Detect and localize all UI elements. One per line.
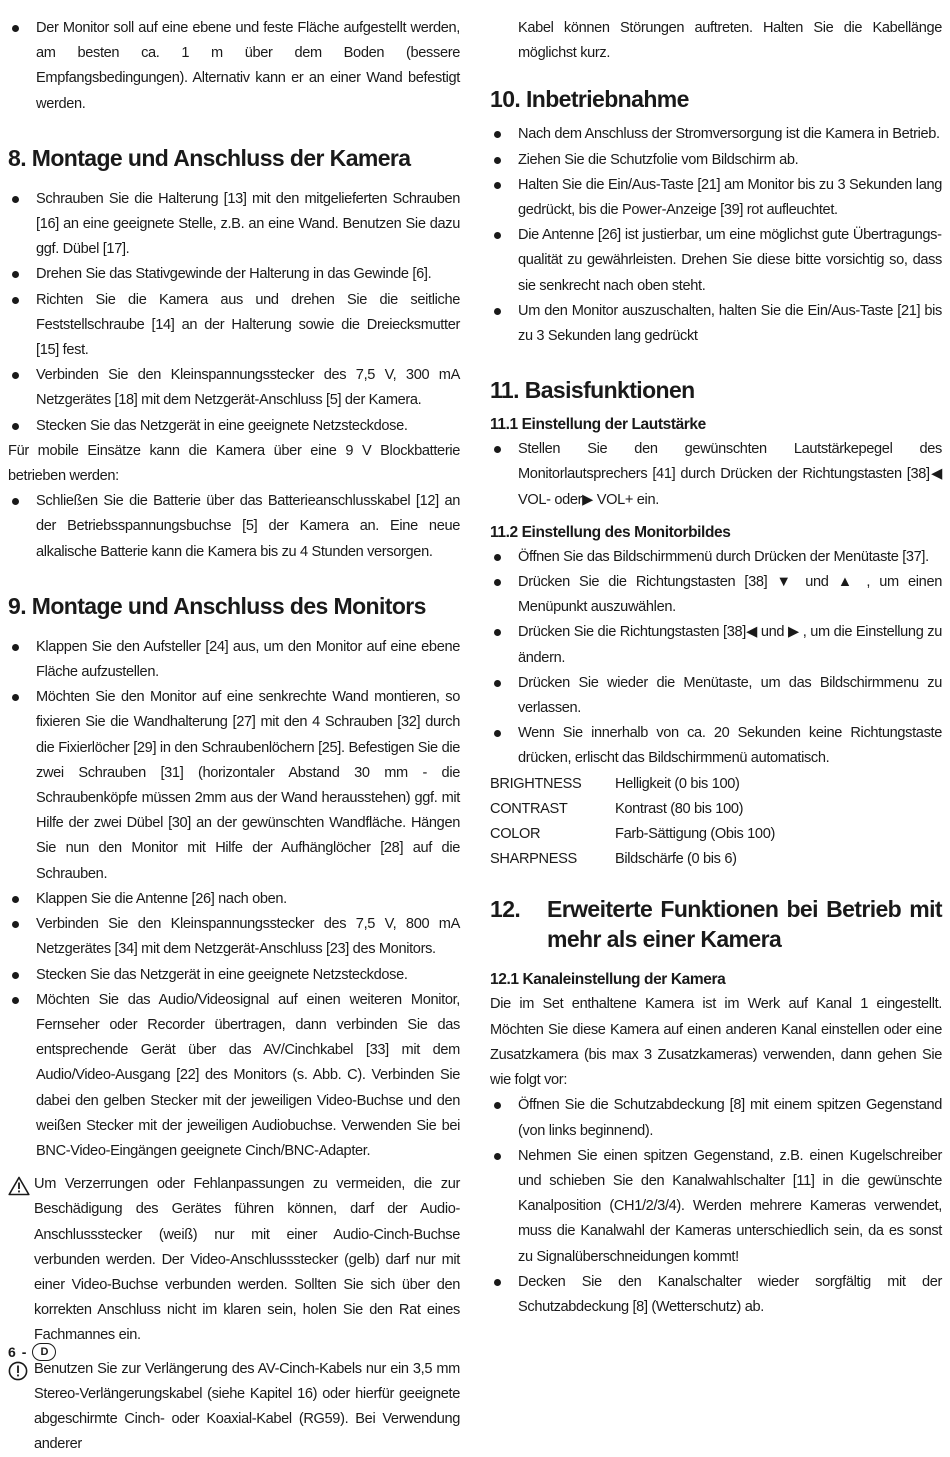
list-item: Schließen Sie die Batterie über das Batterieanschlusskabel [12] an der Betriebsspannungsbuchse [5] der Kamera an. Eine neue alkalische Batterie kann die Kamera bis zu 4 Stunden versorgen. [8, 489, 460, 565]
intro-list [8, 16, 460, 117]
list-item: Halten Sie die Ein/Aus-Taste [21] am Monitor bis zu 3 Sekunden lang gedrückt, bis die Power-Anzeige [39] rot aufleuchtet. [490, 173, 942, 223]
section-12-title: Erweiterte Funktionen bei Betrieb mit mehr als einer Kamera [547, 896, 942, 953]
list-item: Wenn Sie innerhalb von ca. 20 Sekunden keine Richtungstaste drücken, erlischt das Bildschirmmenü automatisch. [490, 721, 942, 771]
subsection-11-1-list [490, 437, 942, 513]
list-item: Stecken Sie das Netzgerät in eine geeignete Netzsteckdose. [8, 414, 460, 439]
left-column [8, 16, 460, 1457]
battery-paragraph: Für mobile Einsätze kann die Kamera über eine 9 V Blockbatterie betrieben werden: [8, 442, 460, 485]
list-item: Klappen Sie die Antenne [26] nach oben. [8, 887, 460, 912]
list-item: Der Monitor soll auf eine ebene und feste Fläche aufgestellt werden, am besten ca. 1 m über dem Boden (bessere Empfangsbedingungen). Alternativ kann er an einer Wand befestigt werden. [8, 16, 460, 117]
list-item: Drücken Sie die Richtungstasten [38] ▼ und ▲ , um einen Menüpunkt auszuwählen. [490, 570, 942, 620]
settings-table [490, 772, 942, 873]
language-badge: D [32, 1343, 56, 1361]
subsection-11-2-heading: 11.2 Einstellung des Monitorbildes [490, 523, 731, 541]
section-8-list [8, 187, 460, 439]
settings-row [490, 797, 942, 822]
exclamation-circle-icon [8, 1361, 30, 1381]
settings-key: SHARPNESS [490, 851, 577, 868]
settings-value: Kontrast (80 bis 100) [615, 800, 744, 817]
subsection-11-1-heading: 11.1 Einstellung der Lautstärke [490, 416, 706, 434]
list-item: Möchten Sie das Audio/Videosignal auf einen weiteren Monitor, Fernseher oder Recorder übertragen, dann verbinden Sie das entsprechende Gerät über das AV/Cinchkabel [33] mit dem Audio/Video-Ausgang [22] des Monitors (s. Abb. C). Verbinden Sie dabei den gelben Stecker mit der jeweiligen Video-Buchse und den weißen Stecker mit der jeweiligen Audiobuchse. Verwenden Sie bei BNC-Video-Eingängen geeignete Cinch/BNC-Adapter. [8, 988, 460, 1164]
section-9-list [8, 635, 460, 1164]
subsection-12-1-list [490, 1093, 942, 1320]
settings-key: BRIGHTNESS [490, 775, 582, 792]
section-11-heading: 11. Basisfunktionen [490, 377, 695, 404]
right-column [490, 16, 942, 1320]
notice-block [8, 1357, 460, 1457]
list-item: Öffnen Sie die Schutzabdeckung [8] mit einem spitzen Gegenstand (von links beginnend). [490, 1093, 942, 1143]
warning-text: Um Verzerrungen oder Fehlanpassungen zu vermeiden, die zur Beschädigung des Gerätes führen können, darf der Audio-Anschlussstecker (weiß) nur mit einer Audio-Cinch-Buchse verbunden werden. Der Video-Anschlussstecker (gelb) darf nur mit einer Video-Buchse verbunden werden. Sollten Sie sich über den korrekten Anschluss nicht im klaren sein, holen Sie den Rat eines Fachmannes ein. [34, 1176, 460, 1344]
settings-key: COLOR [490, 826, 541, 843]
list-item: Verbinden Sie den Kleinspannungsstecker des 7,5 V, 800 mA Netzgerätes [34] mit dem Netzgerät-Anschluss [23] des Monitors. [8, 912, 460, 962]
warning-triangle-icon [8, 1176, 30, 1196]
list-item: Nehmen Sie einen spitzen Gegenstand, z.B. einen Kugelschreiber und schieben Sie den Kanalwahlschalter [11] in die gewünschte Kanalposition (CH1/2/3/4). Werden mehrere Kameras verwendet, muss die Kanalwahl der Kameras unterschiedlich sein, da es sonst zu Signalüberschneidungen kommt! [490, 1144, 942, 1270]
settings-key: CONTRAST [490, 800, 568, 817]
settings-value: Helligkeit (0 bis 100) [615, 775, 740, 792]
list-item: Nach dem Anschluss der Stromversorgung ist die Kamera in Betrieb. [490, 122, 942, 147]
settings-value: Bildschärfe (0 bis 6) [615, 851, 737, 868]
list-item: Drücken Sie wieder die Menütaste, um das Bildschirmmenu zu verlassen. [490, 671, 942, 721]
list-item: Ziehen Sie die Schutzfolie vom Bildschirm ab. [490, 148, 942, 173]
subsection-12-1-heading: 12.1 Kanaleinstellung der Kamera [490, 971, 726, 989]
list-item: Drehen Sie das Stativgewinde der Halterung in das Gewinde [6]. [8, 262, 460, 287]
list-item: Klappen Sie den Aufsteller [24] aus, um den Monitor auf eine ebene Fläche aufzustellen. [8, 635, 460, 685]
settings-row [490, 847, 942, 872]
section-10-list [490, 122, 942, 349]
settings-row [490, 822, 942, 847]
settings-value: Farb-Sättigung (Obis 100) [615, 826, 775, 843]
section-10-heading: 10. Inbetriebnahme [490, 86, 689, 113]
section-12-heading [490, 894, 942, 954]
list-item: Stellen Sie den gewünschten Lautstärkepegel des Monitorlautsprechers [41] durch Drücken der Richtungstasten [38]◀ VOL- oder▶ VOL+ ein. [490, 437, 942, 513]
section-8-heading: 8. Montage und Anschluss der Kamera [8, 144, 411, 171]
list-item: Stecken Sie das Netzgerät in eine geeignete Netzsteckdose. [8, 963, 460, 988]
list-item: Möchten Sie den Monitor auf eine senkrechte Wand montieren, so fixieren Sie die Wandhalterung [27] mit den 4 Schrauben [32] durch die Fixierlöcher [29] in den Schraubenlöchern [25]. Befestigen Sie die zwei Schrauben [31] (horizontaler Abstand 30 mm - die Schraubenköpfe müssen 2mm aus der Wand herausstehen) ggf. mit Hilfe der zwei Dübel [30] an der gewünschten Wandfläche. Hängen Sie nun den Monitor mit Hilfe der Aufhänglöcher [28] auf die Schrauben. [8, 685, 460, 887]
list-item: Öffnen Sie das Bildschirmmenü durch Drücken der Menütaste [37]. [490, 545, 942, 570]
page-footer [8, 1343, 56, 1361]
list-item: Richten Sie die Kamera aus und drehen Sie die seitliche Feststellschraube [14] an der Halterung sowie die Dreiecksmutter [15] fest. [8, 288, 460, 364]
list-item: Verbinden Sie den Kleinspannungsstecker des 7,5 V, 300 mA Netzgerätes [18] mit dem Netzgerät-Anschluss [5] der Kamera. [8, 363, 460, 413]
list-item: Schrauben Sie die Halterung [13] mit den mitgelieferten Schrauben [16] an eine geeignete Stelle, z.B. an eine Wand. Benutzen Sie dazu ggf. Dübel [17]. [8, 187, 460, 263]
list-item: Decken Sie den Kanalschalter wieder sorgfältig mit der Schutzabdeckung [8] (Wetterschutz) ab. [490, 1270, 942, 1320]
battery-list [8, 489, 460, 565]
section-9-heading: 9. Montage und Anschluss des Monitors [8, 592, 426, 619]
subsection-12-1-paragraph: Die im Set enthaltene Kamera ist im Werk auf Kanal 1 eingestellt. Möchten Sie diese Kamera auf einen anderen Kanal einstellen oder eine Zusatzkamera (bis max 3 Zusatzkameras) verwenden, dann gehen Sie wie folgt vor: [490, 996, 942, 1089]
page-number: 6 [8, 1344, 16, 1360]
subsection-11-2-list [490, 545, 942, 772]
section-12-number: 12. [490, 896, 521, 923]
list-item: Drücken Sie die Richtungstasten [38]◀ und ▶ , um die Einstellung zu ändern. [490, 620, 942, 670]
list-item: Um den Monitor auszuschalten, halten Sie die Ein/Aus-Taste [21] bis zu 3 Sekunden lang gedrückt [490, 299, 942, 349]
continuation-text: Kabel können Störungen auftreten. Halten Sie die Kabellänge möglichst kurz. [518, 20, 942, 62]
notice-text: Benutzen Sie zur Verlängerung des AV-Cinch-Kabels nur ein 3,5 mm Stereo-Verlängerungskabel (siehe Kapitel 16) oder hierfür geeignete abgeschirmte Cinch- oder Koaxial-Kabel (RG59). Bei Verwendung anderer [34, 1360, 460, 1453]
list-item: Die Antenne [26] ist justierbar, um eine möglichst gute Übertragungsqualität zu gewährleisten. Drehen Sie diese bitte vorsichtig so, dass sie senkrecht nach oben steht. [490, 223, 942, 299]
settings-row [490, 772, 942, 797]
warning-block [8, 1172, 460, 1348]
page-dash: - [21, 1344, 27, 1360]
